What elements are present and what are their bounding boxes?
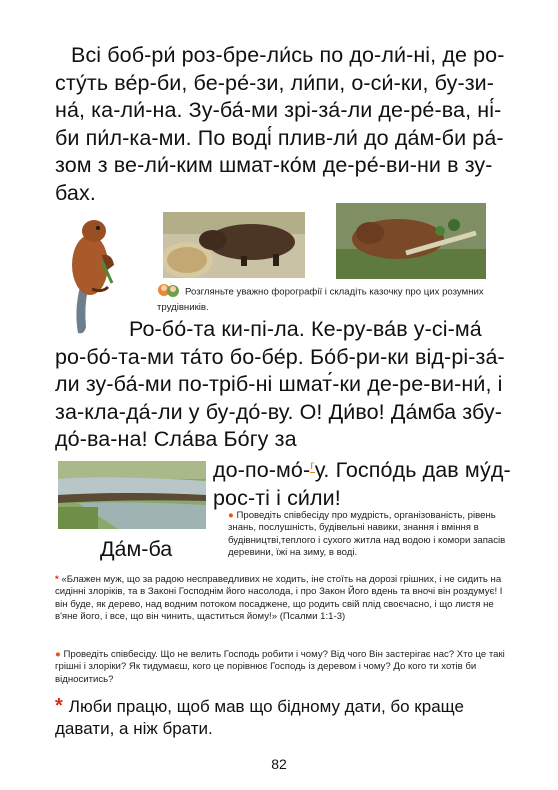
missing-letter-mark: г xyxy=(310,458,315,472)
dam-label: Да́м-ба xyxy=(100,537,173,561)
red-asterisk-icon: * xyxy=(55,574,59,585)
conversation-tip-text: Проведіть співбесіду про мудрість, організованість, рівень знань, послушність, будівельні навики, знання і вміння в будівництві,теплого і сухого житла над водою і комори запасів деревини, їжі на зиму, в воді. xyxy=(228,510,506,558)
page-number: 82 xyxy=(271,756,287,772)
orange-bullet-icon: ● xyxy=(228,510,234,521)
children-icon xyxy=(157,282,181,302)
discussion-questions-text: Проведіть співбесіду. Що не велить Господь робити і чому? Від чого Він застерігає нас? Хто це такі грішні і злоріки? Як тидумаєш, кого це порівнює Господь із деревом і чому? До кого ти хотів би відноситись? xyxy=(55,649,505,685)
orange-bullet-icon: ● xyxy=(55,649,61,660)
beaver-photo-with-branch xyxy=(336,203,486,279)
photo-tip-text: Розгляньте уважно форографії і складіть казочку про цих розумних трудівників. xyxy=(157,286,484,314)
proverb-text: Люби працю, щоб мав що бідному дати, бо краще давати, а ніж брати. xyxy=(55,697,464,738)
psalm-quote-text: «Блажен муж, що за радою несправедливих не ходить, іне стоїть на дорозі грішних, і не сидить на сидінні злоріків, та в Законі Господнім його насолода, і про Закон Його вдень та вночі він роздумує! І він буде, як дерево, над водним потоком посаджене, що родить свій плід своєчасно, і що листя не в'яне його, і все, що він чинить, щаститься йому!» (Псалми 1:1-3) xyxy=(55,574,503,622)
paragraph-3-part-a: до-по-мо́- xyxy=(213,458,311,483)
dam-photo xyxy=(58,461,206,529)
conversation-tip xyxy=(228,510,516,559)
red-asterisk-icon: * xyxy=(55,695,63,717)
psalm-quote xyxy=(55,574,515,623)
photo-tip xyxy=(157,282,497,315)
story-paragraph-1: Всі боб-ри́ роз-бре-ли́сь по до-ли́-ні, де ро-сту́ть ве́р-би, бе-ре́-зи, ли́пи, о-си́-ки, бу-зи-на́, ка-ли́-на. Зу-ба́-ми зрі-за́-ли де-ре́-ва, ні́-би пи́л-ка-ми. По воді́ плив-ли́ до да́м-би ра́-зом з ве-ли́-ким шмат-ко́м де-ре́-ви-ни в зу-бах. xyxy=(55,43,505,205)
proverb xyxy=(55,695,515,740)
paragraph-3-part-b: у. Госпо́дь дав му́д-рос-ті і си́ли! xyxy=(213,458,511,510)
story-paragraph-2 xyxy=(55,316,505,454)
story-paragraph-2-text: Ро-бо́-та ки-пі-ла. Ке-ру-ва́в у-сі-ма́ ро-бо́-та-ми та́то бо-бе́р. Бо́б-ри-ки від-рі-за́-ли зу-ба́-ми по-тріб-ні шмат́-ки де-ре-ви-ни́, і за-кла-да́-ли у бу-до́-ву. О! Ди́во! Да́мба збу-до́-ва-на! Сла́ва Бо́гу за xyxy=(55,317,505,451)
story-paragraph-3 xyxy=(213,452,513,512)
beaver-photo-on-log xyxy=(163,212,305,278)
discussion-questions xyxy=(55,649,515,686)
